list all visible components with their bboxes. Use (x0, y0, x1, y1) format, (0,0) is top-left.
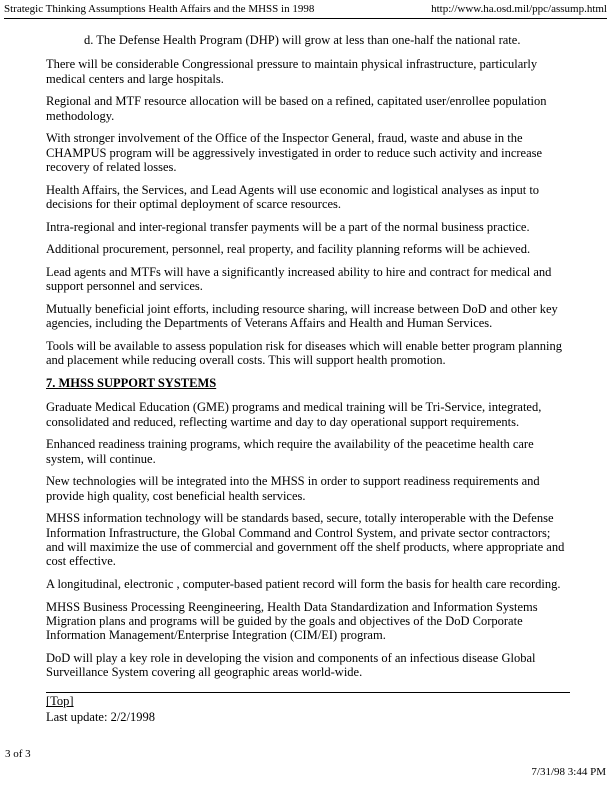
paragraph: MHSS information technology will be standards based, secure, totally interoperable with the Defense Information Infrastructure, the Global Command and Control System, and private sector contractors; and will maximize the use of commercial and government off the shelf products, where appropriate and cost effective. (46, 511, 565, 568)
paragraph: Enhanced readiness training programs, which require the availability of the peacetime health care system, will continue. (46, 437, 534, 466)
paragraph: DoD will play a key role in developing the vision and components of an infectious disease Global Surveillance System covering all geographic areas world-wide. (46, 650, 536, 679)
paragraph: Regional and MTF resource allocation will be based on a refined, capitated user/enrollee population methodology. (46, 94, 547, 123)
print-header-title: Strategic Thinking Assumptions Health Affairs and the MHSS in 1998 (4, 3, 315, 15)
paragraph: New technologies will be integrated into the MHSS in order to support readiness requirements and provide high quality, cost beneficial health services. (46, 474, 540, 503)
paragraph: Tools will be available to assess population risk for diseases which will enable better program planning and placement while reducing overall costs. This will support health promotion. (46, 339, 563, 368)
print-header (4, 3, 607, 15)
paragraph: There will be considerable Congressional pressure to maintain physical infrastructure, particularly medical centers and large hospitals. (46, 57, 538, 86)
paragraph: With stronger involvement of the Office of the Inspector General, fraud, waste and abuse in the CHAMPUS program will be aggressively investigated in order to reduce such activity and increase recovery of related losses. (46, 131, 543, 174)
paragraph: Health Affairs, the Services, and Lead Agents will use economic and logistical analyses as input to decisions for their optimal deployment of scarce resources. (46, 182, 540, 211)
footer-divider (46, 692, 570, 693)
paragraph: Lead agents and MTFs will have a significantly increased ability to hire and contract for medical and support personnel and services. (46, 265, 552, 294)
top-link-row (46, 694, 570, 708)
last-update-text: Last update: 2/2/1998 (46, 709, 156, 724)
paragraph: Additional procurement, personnel, real property, and facility planning reforms will be achieved. (46, 242, 531, 257)
print-footer-page-number: 3 of 3 (5, 748, 31, 760)
document-content (46, 33, 570, 724)
top-link[interactable]: [Top] (46, 694, 74, 709)
section-heading-mhss-support-systems: 7. MHSS SUPPORT SYSTEMS (46, 376, 217, 390)
paragraph: Graduate Medical Education (GME) programs and medical training will be Tri-Service, integrated, consolidated and reduced, reflecting wartime and day to day operational support requirements. (46, 400, 542, 429)
paragraph: A longitudinal, electronic , computer-based patient record will form the basis for health care recording. (46, 576, 561, 591)
paragraph: Mutually beneficial joint efforts, including resource sharing, will increase between DoD and other key agencies, including the Departments of Veterans Affairs and Health and Human Services. (46, 302, 558, 331)
list-subitem-d: d. The Defense Health Program (DHP) will grow at less than one-half the national rate. (84, 33, 521, 47)
print-footer-timestamp: 7/31/98 3:44 PM (531, 766, 606, 778)
paragraph: Intra-regional and inter-regional transfer payments will be a part of the normal business practice. (46, 219, 530, 234)
header-divider (4, 18, 607, 19)
print-header-url: http://www.ha.osd.mil/ppc/assump.html (431, 3, 607, 15)
paragraph: MHSS Business Processing Reengineering, Health Data Standardization and Information Systems Migration plans and programs will be guided by the goals and objectives of the DoD Corporate Information Management/Enterprise Integration (CIM/EI) program. (46, 599, 538, 642)
